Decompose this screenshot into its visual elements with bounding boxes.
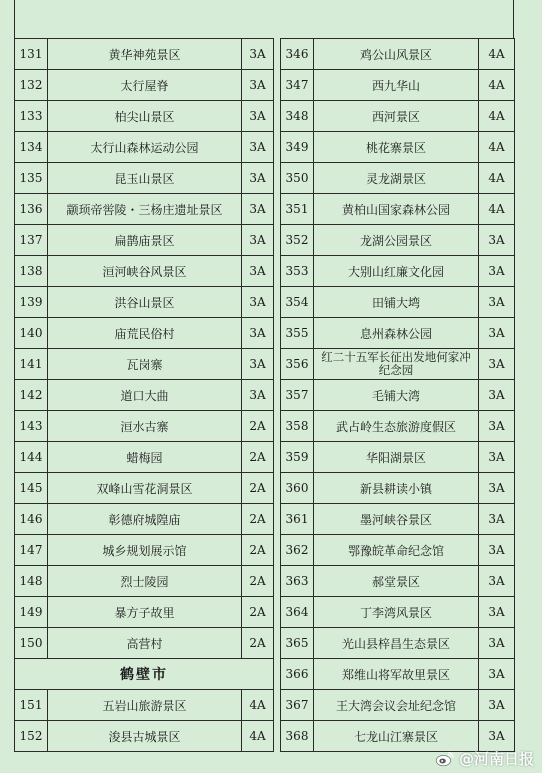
left-name-cell: 浚县古城景区 — [48, 721, 242, 752]
column-gap — [274, 628, 281, 659]
left-number-cell: 147 — [15, 535, 48, 566]
table-row — [15, 721, 515, 752]
left-name-cell: 太行屋脊 — [48, 70, 242, 101]
table-row — [15, 70, 515, 101]
right-name-cell: 新县耕读小镇 — [314, 473, 479, 504]
right-number-cell: 353 — [281, 256, 314, 287]
left-grade-cell: 2A — [242, 442, 274, 473]
table-row — [15, 349, 515, 380]
left-name-cell: 五岩山旅游景区 — [48, 690, 242, 721]
weibo-icon — [435, 751, 455, 767]
column-gap — [274, 132, 281, 163]
right-grade-cell: 3A — [479, 597, 515, 628]
left-name-cell: 洹水古寨 — [48, 411, 242, 442]
right-name-cell: 田铺大塆 — [314, 287, 479, 318]
column-gap — [274, 225, 281, 256]
right-name-cell: 黄柏山国家森林公园 — [314, 194, 479, 225]
table-row — [15, 101, 515, 132]
right-name-cell: 郑维山将军故里景区 — [314, 659, 479, 690]
left-number-cell: 143 — [15, 411, 48, 442]
left-grade-cell: 2A — [242, 597, 274, 628]
column-gap — [274, 256, 281, 287]
table-row — [15, 628, 515, 659]
right-name-cell: 西河景区 — [314, 101, 479, 132]
left-grade-cell: 3A — [242, 287, 274, 318]
column-gap — [274, 690, 281, 721]
right-name-cell: 毛铺大湾 — [314, 380, 479, 411]
left-name-cell: 瓦岗寨 — [48, 349, 242, 380]
left-number-cell: 133 — [15, 101, 48, 132]
table-row — [15, 194, 515, 225]
right-number-cell: 349 — [281, 132, 314, 163]
table-row — [15, 225, 515, 256]
left-name-cell: 烈士陵园 — [48, 566, 242, 597]
left-number-cell: 142 — [15, 380, 48, 411]
column-gap — [274, 566, 281, 597]
watermark-text: @河南日报 — [458, 750, 534, 768]
right-grade-cell: 3A — [479, 659, 515, 690]
right-number-cell: 368 — [281, 721, 314, 752]
right-grade-cell: 3A — [479, 380, 515, 411]
right-grade-cell: 3A — [479, 411, 515, 442]
table-row — [15, 39, 515, 70]
right-number-cell: 363 — [281, 566, 314, 597]
left-grade-cell: 4A — [242, 721, 274, 752]
right-grade-cell: 3A — [479, 287, 515, 318]
right-number-cell: 351 — [281, 194, 314, 225]
right-number-cell: 354 — [281, 287, 314, 318]
right-number-cell: 352 — [281, 225, 314, 256]
left-name-cell: 黄华神苑景区 — [48, 39, 242, 70]
left-name-cell: 高营村 — [48, 628, 242, 659]
right-grade-cell: 3A — [479, 473, 515, 504]
right-number-cell: 357 — [281, 380, 314, 411]
left-number-cell: 141 — [15, 349, 48, 380]
right-grade-cell: 3A — [479, 690, 515, 721]
left-number-cell: 138 — [15, 256, 48, 287]
right-number-cell: 358 — [281, 411, 314, 442]
right-grade-cell: 3A — [479, 721, 515, 752]
left-number-cell: 149 — [15, 597, 48, 628]
left-number-cell: 152 — [15, 721, 48, 752]
left-grade-cell: 3A — [242, 101, 274, 132]
table-row — [15, 380, 515, 411]
left-number-cell: 135 — [15, 163, 48, 194]
left-number-cell: 146 — [15, 504, 48, 535]
scenic-area-table — [14, 38, 515, 752]
table-row — [15, 690, 515, 721]
table-row — [15, 566, 515, 597]
left-grade-cell: 3A — [242, 70, 274, 101]
right-number-cell: 350 — [281, 163, 314, 194]
left-grade-cell: 2A — [242, 535, 274, 566]
column-gap — [274, 163, 281, 194]
right-grade-cell: 4A — [479, 132, 515, 163]
table-row — [15, 442, 515, 473]
right-number-cell: 359 — [281, 442, 314, 473]
column-gap — [274, 318, 281, 349]
left-grade-cell: 3A — [242, 256, 274, 287]
right-name-cell: 大别山红廉文化园 — [314, 256, 479, 287]
column-gap — [274, 721, 281, 752]
table-top-continuation — [14, 0, 514, 38]
table-row — [15, 473, 515, 504]
left-name-cell: 洪谷山景区 — [48, 287, 242, 318]
column-gap — [274, 535, 281, 566]
left-name-cell: 双峰山雪花洞景区 — [48, 473, 242, 504]
left-grade-cell: 3A — [242, 380, 274, 411]
right-number-cell: 367 — [281, 690, 314, 721]
right-grade-cell: 3A — [479, 256, 515, 287]
left-number-cell: 145 — [15, 473, 48, 504]
right-name-cell: 光山县梓昌生态景区 — [314, 628, 479, 659]
right-grade-cell: 3A — [479, 349, 515, 380]
right-number-cell: 362 — [281, 535, 314, 566]
left-number-cell: 136 — [15, 194, 48, 225]
right-number-cell: 360 — [281, 473, 314, 504]
table-row — [15, 411, 515, 442]
right-number-cell: 348 — [281, 101, 314, 132]
table-row — [15, 132, 515, 163]
table-row — [15, 597, 515, 628]
left-grade-cell: 3A — [242, 318, 274, 349]
right-grade-cell: 4A — [479, 39, 515, 70]
left-number-cell: 132 — [15, 70, 48, 101]
right-grade-cell: 3A — [479, 225, 515, 256]
column-gap — [274, 442, 281, 473]
left-name-cell: 太行山森林运动公园 — [48, 132, 242, 163]
right-name-cell: 华阳湖景区 — [314, 442, 479, 473]
left-number-cell: 137 — [15, 225, 48, 256]
column-gap — [274, 101, 281, 132]
right-name-cell: 王大湾会议会址纪念馆 — [314, 690, 479, 721]
right-number-cell: 361 — [281, 504, 314, 535]
left-number-cell: 134 — [15, 132, 48, 163]
right-name-cell: 红二十五军长征出发地何家冲纪念园 — [314, 349, 479, 380]
table-body — [15, 39, 515, 752]
left-name-cell: 彰德府城隍庙 — [48, 504, 242, 535]
right-name-cell: 七龙山江寨景区 — [314, 721, 479, 752]
right-name-cell: 桃花寨景区 — [314, 132, 479, 163]
left-grade-cell: 3A — [242, 194, 274, 225]
left-name-cell: 柏尖山景区 — [48, 101, 242, 132]
right-number-cell: 364 — [281, 597, 314, 628]
left-grade-cell: 2A — [242, 566, 274, 597]
right-number-cell: 346 — [281, 39, 314, 70]
left-grade-cell: 3A — [242, 225, 274, 256]
column-gap — [274, 287, 281, 318]
left-grade-cell: 3A — [242, 39, 274, 70]
right-name-cell: 郝堂景区 — [314, 566, 479, 597]
left-name-cell: 道口大曲 — [48, 380, 242, 411]
right-name-cell: 墨河峡谷景区 — [314, 504, 479, 535]
table-row — [15, 504, 515, 535]
left-number-cell: 151 — [15, 690, 48, 721]
table-row — [15, 256, 515, 287]
left-number-cell: 150 — [15, 628, 48, 659]
column-gap — [274, 349, 281, 380]
left-grade-cell: 2A — [242, 628, 274, 659]
right-number-cell: 347 — [281, 70, 314, 101]
right-grade-cell: 3A — [479, 628, 515, 659]
table-row — [15, 535, 515, 566]
left-name-cell: 颛顼帝喾陵・三杨庄遗址景区 — [48, 194, 242, 225]
left-name-cell: 洹河峡谷风景区 — [48, 256, 242, 287]
left-name-cell: 昆玉山景区 — [48, 163, 242, 194]
right-name-cell: 丁李湾风景区 — [314, 597, 479, 628]
left-name-cell: 城乡规划展示馆 — [48, 535, 242, 566]
right-number-cell: 366 — [281, 659, 314, 690]
city-heading: 鹤壁市 — [15, 659, 274, 690]
table-row — [15, 318, 515, 349]
right-name-cell: 息州森林公园 — [314, 318, 479, 349]
left-grade-cell: 2A — [242, 473, 274, 504]
right-grade-cell: 3A — [479, 504, 515, 535]
column-gap — [274, 39, 281, 70]
column-gap — [274, 194, 281, 225]
right-name-cell: 鄂豫皖革命纪念馆 — [314, 535, 479, 566]
table-row — [15, 163, 515, 194]
watermark — [435, 748, 534, 769]
left-grade-cell: 4A — [242, 690, 274, 721]
left-number-cell: 144 — [15, 442, 48, 473]
right-grade-cell: 3A — [479, 442, 515, 473]
right-grade-cell: 4A — [479, 163, 515, 194]
right-name-cell: 西九华山 — [314, 70, 479, 101]
column-gap — [274, 411, 281, 442]
right-name-cell: 鸡公山风景区 — [314, 39, 479, 70]
right-grade-cell: 4A — [479, 101, 515, 132]
left-number-cell: 139 — [15, 287, 48, 318]
column-gap — [274, 504, 281, 535]
column-gap — [274, 659, 281, 690]
right-number-cell: 356 — [281, 349, 314, 380]
column-gap — [274, 597, 281, 628]
left-name-cell: 暴方子故里 — [48, 597, 242, 628]
table-row — [15, 287, 515, 318]
right-grade-cell: 4A — [479, 194, 515, 225]
left-number-cell: 148 — [15, 566, 48, 597]
left-name-cell: 扁鹊庙景区 — [48, 225, 242, 256]
right-grade-cell: 3A — [479, 318, 515, 349]
left-grade-cell: 3A — [242, 132, 274, 163]
right-number-cell: 355 — [281, 318, 314, 349]
left-grade-cell: 2A — [242, 411, 274, 442]
left-grade-cell: 3A — [242, 163, 274, 194]
column-gap — [274, 70, 281, 101]
right-number-cell: 365 — [281, 628, 314, 659]
column-gap — [274, 473, 281, 504]
right-grade-cell: 4A — [479, 70, 515, 101]
left-name-cell: 庙荒民俗村 — [48, 318, 242, 349]
left-grade-cell: 2A — [242, 504, 274, 535]
left-name-cell: 蜡梅园 — [48, 442, 242, 473]
left-grade-cell: 3A — [242, 349, 274, 380]
left-number-cell: 131 — [15, 39, 48, 70]
right-grade-cell: 3A — [479, 566, 515, 597]
right-name-cell: 龙湖公园景区 — [314, 225, 479, 256]
right-name-cell: 灵龙湖景区 — [314, 163, 479, 194]
table-row — [15, 659, 515, 690]
right-name-cell: 武占岭生态旅游度假区 — [314, 411, 479, 442]
column-gap — [274, 380, 281, 411]
right-grade-cell: 3A — [479, 535, 515, 566]
left-number-cell: 140 — [15, 318, 48, 349]
